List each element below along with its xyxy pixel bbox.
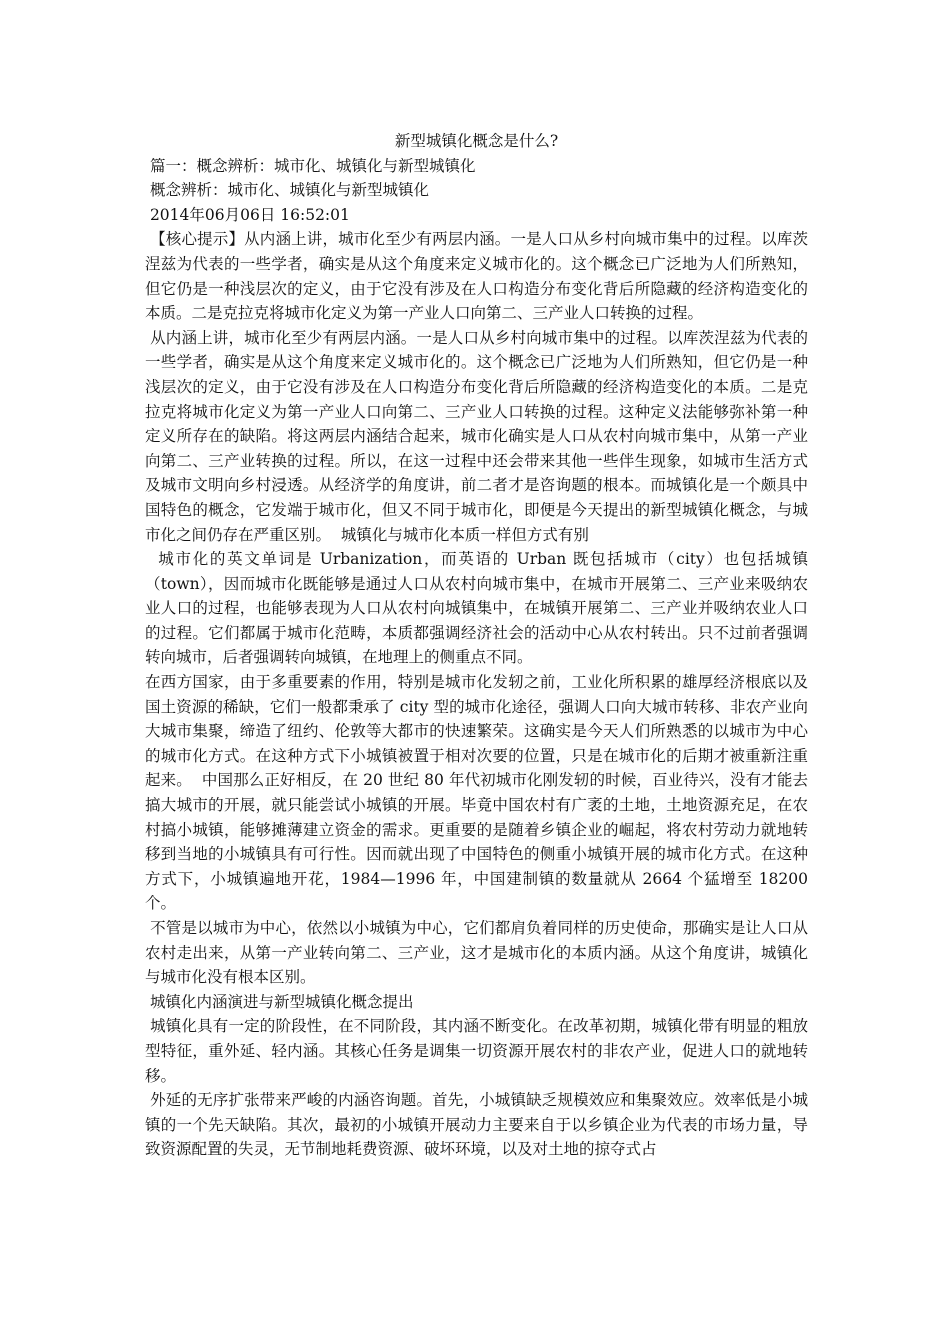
- core-summary-paragraph: 【核心提示】从内涵上讲，城市化至少有两层内涵。一是人口从乡村向城市集中的过程。以库茨涅兹为代表的一些学者，确实是从这个角度来定义城市化的。这个概念已广泛地为人们所熟知，但它仍是一种浅层次的定义，由于它没有涉及在人口构造分布变化背后所隐藏的经济构造变化的本质。二是克拉克将城市化定义为第一产业人口向第二、三产业人口转换的过程。: [145, 230, 808, 323]
- article-title: 概念辨析：城市化、城镇化与新型城镇化: [145, 181, 429, 200]
- body-paragraph: 外延的无序扩张带来严峻的内涵咨询题。首先，小城镇缺乏规模效应和集聚效应。效率低是小城镇的一个先天缺陷。其次，最初的小城镇开展动力主要来自于以乡镇企业为代表的市场力量，导致资源配置的失灵，无节制地耗费资源、破坏环境，以及对土地的掠夺式占: [145, 1091, 808, 1159]
- body-paragraph: 从内涵上讲，城市化至少有两层内涵。一是人口从乡村向城市集中的过程。以库茨涅兹为代表的一些学者，确实是从这个角度来定义城市化的。这个概念已广泛地为人们所熟知，但它仍是一种浅层次的定义，由于它没有涉及在人口构造分布变化背后所隐藏的经济构造变化的本质。二是克拉克将城市化定义为第一产业人口向第二、三产业人口转换的过程。这种定义法能够弥补第一种定义所存在的缺陷。将这两层内涵结合起来，城市化确实是人口从农村向城市集中，从第一产业向第二、三产业转换的过程。所以，在这一过程中还会带来其他一些伴生现象，如城市生活方式及城市文明向乡村浸透。从经济学的角度讲，前二者才是咨询题的根本。而城镇化是一个颇具中国特色的概念，它发端于城市化，但又不同于城市化，即便是今天提出的新型城镇化概念，与城市化之间仍存在严重区别。 城镇化与城市化本质一样但方式有别: [145, 328, 808, 544]
- document-title: 新型城镇化概念是什么?: [394, 132, 559, 150]
- body-paragraph: 城镇化具有一定的阶段性，在不同阶段，其内涵不断变化。在改革初期，城镇化带有明显的粗放型特征，重外延、轻内涵。其核心任务是调集一切资源开展农村的非农产业，促进人口的就地转移。: [145, 1017, 808, 1085]
- section-heading: 篇一：概念辨析：城市化、城镇化与新型城镇化: [145, 156, 476, 175]
- body-paragraph: 在西方国家，由于多重要素的作用，特别是城市化发轫之前，工业化所积累的雄厚经济根底以及国土资源的稀缺，它们一般都秉承了 city 型的城市化途径，强调人口向大城市转移、非农产业向大城市集聚，缔造了纽约、伦敦等大都市的快速繁荣。这确实是今天人们所熟悉的以城市为中心的城市化方式。在这种方式下小城镇被置于相对次要的位置，只是在城市化的后期才被重新注重起来。 中国那么正好相反，在 20 世纪 80 年代初城市化刚发轫的时候，百业待兴，没有才能去搞大城市的开展，就只能尝试小城镇的开展。毕竟中国农村有广袤的土地，土地资源充足，在农村搞小城镇，能够摊薄建立资金的需求。更重要的是随着乡镇企业的崛起，将农村劳动力就地转移到当地的小城镇具有可行性。因而就出现了中国特色的侧重小城镇开展的城市化方式。在这种方式下，小城镇遍地开花，1984—1996 年，中国建制镇的数量就从 2664 个猛增至 18200 个。: [145, 673, 813, 913]
- body-paragraph: 城市化的英文单词是 Urbanization，而英语的 Urban 既包括城市（city）也包括城镇（town），因而城市化既能够是通过人口从农村向城市集中，在城市开展第二、三产业来吸纳农业人口的过程，也能够表现为人口从农村向城镇集中，在城镇开展第二、三产业并吸纳农业人口的过程。它们都属于城市化范畴，本质都强调经济社会的活动中心从农村转出。只不过前者强调转向城市，后者强调转向城镇，在地理上的侧重点不同。: [145, 550, 808, 667]
- subheading: 城镇化内涵演进与新型城镇化概念提出: [145, 992, 414, 1011]
- body-paragraph: 不管是以城市为中心，依然以小城镇为中心，它们都肩负着同样的历史使命，那确实是让人口从农村走出来，从第一产业转向第二、三产业，这才是城市化的本质内涵。从这个角度讲，城镇化与城市化没有根本区别。: [145, 919, 808, 987]
- document-body: [145, 129, 813, 1162]
- article-date: 2014年06月06日 16:52:01: [145, 205, 350, 224]
